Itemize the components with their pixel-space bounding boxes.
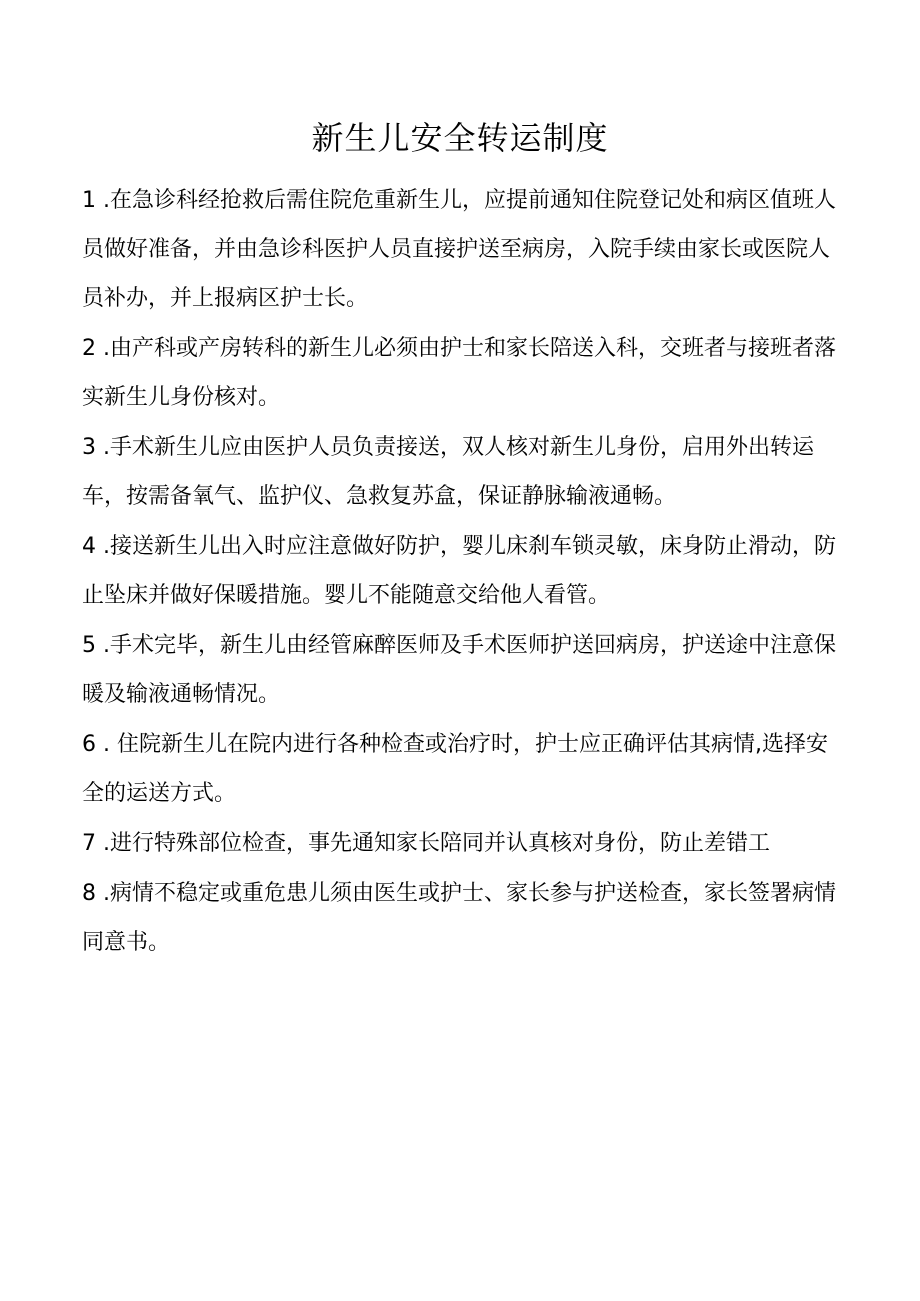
rule-number: 3	[82, 435, 96, 460]
page-title: 新生儿安全转运制度	[311, 119, 609, 157]
rule-text: .由产科或产房转科的新生儿必须由护士和家长陪送入科，交班者与接班者落实新生儿身份核对。	[82, 336, 836, 410]
rule-number: 4	[82, 534, 96, 559]
rule-text: . 住院新生儿在院内进行各种检查或治疗时，护士应正确评估其病情,选择安全的运送方式。	[82, 732, 828, 806]
rule-item-3	[82, 423, 842, 521]
rule-text: .手术新生儿应由医护人员负责接送，双人核对新生儿身份，启用外出转运车，按需备氧气、监护仪、急救复苏盒，保证静脉输液通畅。	[82, 435, 814, 509]
rule-text: .进行特殊部位检查，事先通知家长陪同并认真核对身份，防止差错工	[96, 831, 770, 856]
rule-text: .手术完毕，新生儿由经管麻醉医师及手术医师护送回病房，护送途中注意保暖及输液通畅情况。	[82, 633, 836, 707]
rule-item-2	[82, 324, 842, 422]
rule-number: 1	[82, 188, 96, 213]
rule-text: .病情不稳定或重危患儿须由医生或护士、家长参与护送检查，家长签署病情同意书。	[82, 881, 836, 955]
rule-number: 5	[82, 633, 96, 658]
rule-item-8	[82, 869, 842, 967]
rule-number: 6	[82, 732, 96, 757]
rule-number: 2	[82, 336, 96, 361]
rule-number: 8	[82, 881, 96, 906]
rule-text: .接送新生儿出入时应注意做好防护，婴儿床刹车锁灵敏，床身防止滑动，防止坠床并做好保暖措施。婴儿不能随意交给他人看管。	[82, 534, 836, 608]
rules-list	[82, 176, 842, 968]
rule-number: 7	[82, 831, 96, 856]
rule-item-1	[82, 176, 842, 323]
rule-item-5	[82, 621, 842, 719]
rule-item-7	[82, 819, 842, 868]
rule-item-6	[82, 720, 842, 818]
rule-text: .在急诊科经抢救后需住院危重新生儿，应提前通知住院登记处和病区值班人员做好准备，并由急诊科医护人员直接护送至病房，入院手续由家长或医院人员补办，并上报病区护士长。	[82, 188, 836, 311]
rule-item-4	[82, 522, 842, 620]
